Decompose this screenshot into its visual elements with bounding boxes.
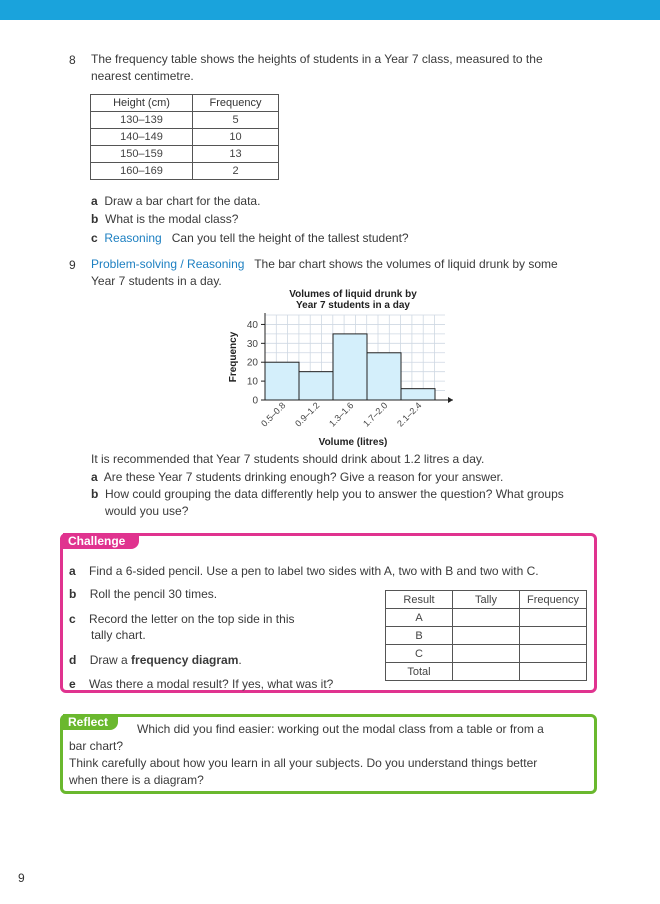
question-9-text-line1 bbox=[91, 256, 558, 273]
height-cell: 160–169 bbox=[91, 163, 193, 180]
header-frequency: Frequency bbox=[193, 95, 279, 112]
y-tick-label: 40 bbox=[246, 319, 258, 331]
part-text: Find a 6-sided pencil. Use a pen to label two sides with A, two with B and two with C. bbox=[89, 564, 539, 578]
y-tick-label: 10 bbox=[246, 376, 258, 388]
question-9b-line2: would you use? bbox=[105, 504, 189, 518]
height-cell: 130–139 bbox=[91, 112, 193, 129]
frequency-cell: 13 bbox=[193, 146, 279, 163]
tally-chart-table bbox=[385, 590, 587, 681]
tally-cell[interactable] bbox=[453, 663, 520, 681]
part-label: a bbox=[91, 194, 98, 208]
frequency-cell[interactable] bbox=[520, 609, 587, 627]
reflect-line4: when there is a diagram? bbox=[69, 773, 204, 787]
question-9-text-line2: Year 7 students in a day. bbox=[91, 274, 222, 288]
question-8-number: 8 bbox=[69, 53, 76, 67]
x-tick-label: 0.5–0.8 bbox=[259, 400, 288, 429]
table-row bbox=[386, 663, 587, 681]
question-9-number: 9 bbox=[69, 258, 76, 272]
table-row bbox=[386, 645, 587, 663]
y-tick-label: 20 bbox=[246, 357, 258, 369]
chart-title-line1: Volumes of liquid drunk by bbox=[289, 289, 417, 300]
part-text: What is the modal class? bbox=[105, 212, 239, 226]
question-8a bbox=[91, 193, 260, 210]
frequency-cell[interactable] bbox=[520, 627, 587, 645]
frequency-cell: 2 bbox=[193, 163, 279, 180]
part-label: c bbox=[91, 231, 98, 245]
height-cell: 150–159 bbox=[91, 146, 193, 163]
part-bold-text: frequency diagram bbox=[131, 653, 239, 667]
part-label: c bbox=[69, 612, 76, 626]
bar bbox=[265, 362, 299, 400]
height-frequency-table bbox=[90, 94, 279, 180]
part-text: Draw a bar chart for the data. bbox=[104, 194, 261, 208]
frequency-cell: 5 bbox=[193, 112, 279, 129]
part-label: b bbox=[91, 487, 99, 501]
x-axis-arrow bbox=[448, 397, 453, 403]
table-row bbox=[91, 112, 279, 129]
header-tally: Tally bbox=[453, 591, 520, 609]
page-number: 9 bbox=[18, 871, 25, 885]
part-label: b bbox=[91, 212, 99, 226]
header-height: Height (cm) bbox=[91, 95, 193, 112]
result-cell: C bbox=[386, 645, 453, 663]
part-text: Can you tell the height of the tallest student? bbox=[171, 231, 409, 245]
part-text: Draw a bbox=[89, 653, 132, 667]
table-header-row bbox=[386, 591, 587, 609]
question-9a bbox=[91, 469, 503, 486]
part-text: Are these Year 7 students drinking enough? Give a reason for your answer. bbox=[103, 470, 504, 484]
tally-cell[interactable] bbox=[453, 627, 520, 645]
question-8c bbox=[91, 230, 409, 247]
question-9-recommendation: It is recommended that Year 7 students should drink about 1.2 litres a day. bbox=[91, 452, 485, 466]
frequency-cell[interactable] bbox=[520, 663, 587, 681]
top-banner bbox=[0, 0, 660, 20]
challenge-c bbox=[69, 611, 294, 628]
x-tick-label: 0.9–1.2 bbox=[293, 400, 322, 429]
table-row bbox=[91, 129, 279, 146]
question-9-text: The bar chart shows the volumes of liquid drunk by some bbox=[254, 257, 558, 271]
part-label: a bbox=[69, 564, 76, 578]
reflect-title: Reflect bbox=[63, 714, 118, 730]
challenge-b bbox=[69, 586, 217, 603]
x-tick-label: 2.1–2.4 bbox=[395, 400, 424, 429]
challenge-d bbox=[69, 652, 242, 669]
table-row bbox=[386, 609, 587, 627]
result-cell: B bbox=[386, 627, 453, 645]
part-text: Record the letter on the top side in this bbox=[89, 612, 295, 626]
y-tick-label: 30 bbox=[246, 338, 258, 350]
x-tick-label: 1.7–2.0 bbox=[361, 400, 390, 429]
question-8-text-line2: nearest centimetre. bbox=[91, 69, 194, 83]
table-header-row bbox=[91, 95, 279, 112]
question-8b bbox=[91, 211, 238, 228]
challenge-e bbox=[69, 676, 333, 693]
header-frequency: Frequency bbox=[520, 591, 587, 609]
reflect-line3: Think carefully about how you learn in all your subjects. Do you understand things better bbox=[69, 756, 538, 770]
part-label: b bbox=[69, 587, 77, 601]
tally-cell[interactable] bbox=[453, 645, 520, 663]
bar bbox=[299, 372, 333, 400]
x-tick-label: 1.3–1.6 bbox=[327, 400, 356, 429]
question-9b bbox=[91, 486, 564, 503]
chart-x-label: Volume (litres) bbox=[318, 437, 388, 448]
table-row bbox=[91, 146, 279, 163]
height-cell: 140–149 bbox=[91, 129, 193, 146]
result-cell: Total bbox=[386, 663, 453, 681]
part-text: How could grouping the data differently help you to answer the question? What groups bbox=[105, 487, 564, 501]
challenge-a bbox=[69, 563, 539, 580]
table-row bbox=[91, 163, 279, 180]
part-text: Was there a modal result? If yes, what was it? bbox=[89, 677, 334, 691]
frequency-cell[interactable] bbox=[520, 645, 587, 663]
header-result: Result bbox=[386, 591, 453, 609]
reflect-line1: Which did you find easier: working out the modal class from a table or from a bbox=[137, 722, 544, 736]
bar bbox=[333, 334, 367, 400]
part-text: Roll the pencil 30 times. bbox=[89, 587, 218, 601]
volume-bar-chart bbox=[220, 285, 460, 450]
bar bbox=[401, 389, 435, 400]
question-8-text-line1: The frequency table shows the heights of students in a Year 7 class, measured to the bbox=[91, 52, 543, 66]
y-tick-label: 0 bbox=[252, 395, 258, 407]
reflect-line2: bar chart? bbox=[69, 739, 124, 753]
challenge-c-line2: tally chart. bbox=[91, 628, 146, 642]
frequency-cell: 10 bbox=[193, 129, 279, 146]
challenge-title: Challenge bbox=[63, 533, 139, 549]
problem-solving-tag: Problem-solving / Reasoning bbox=[91, 257, 245, 271]
reasoning-tag: Reasoning bbox=[104, 231, 162, 245]
part-text-end: . bbox=[238, 653, 242, 667]
tally-cell[interactable] bbox=[453, 609, 520, 627]
chart-title-line2: Year 7 students in a day bbox=[296, 300, 410, 311]
part-label: a bbox=[91, 470, 98, 484]
chart-bars bbox=[265, 334, 435, 400]
part-label: d bbox=[69, 653, 77, 667]
table-row bbox=[386, 627, 587, 645]
bar bbox=[367, 353, 401, 400]
result-cell: A bbox=[386, 609, 453, 627]
part-label: e bbox=[69, 677, 76, 691]
chart-y-label: Frequency bbox=[228, 331, 239, 383]
